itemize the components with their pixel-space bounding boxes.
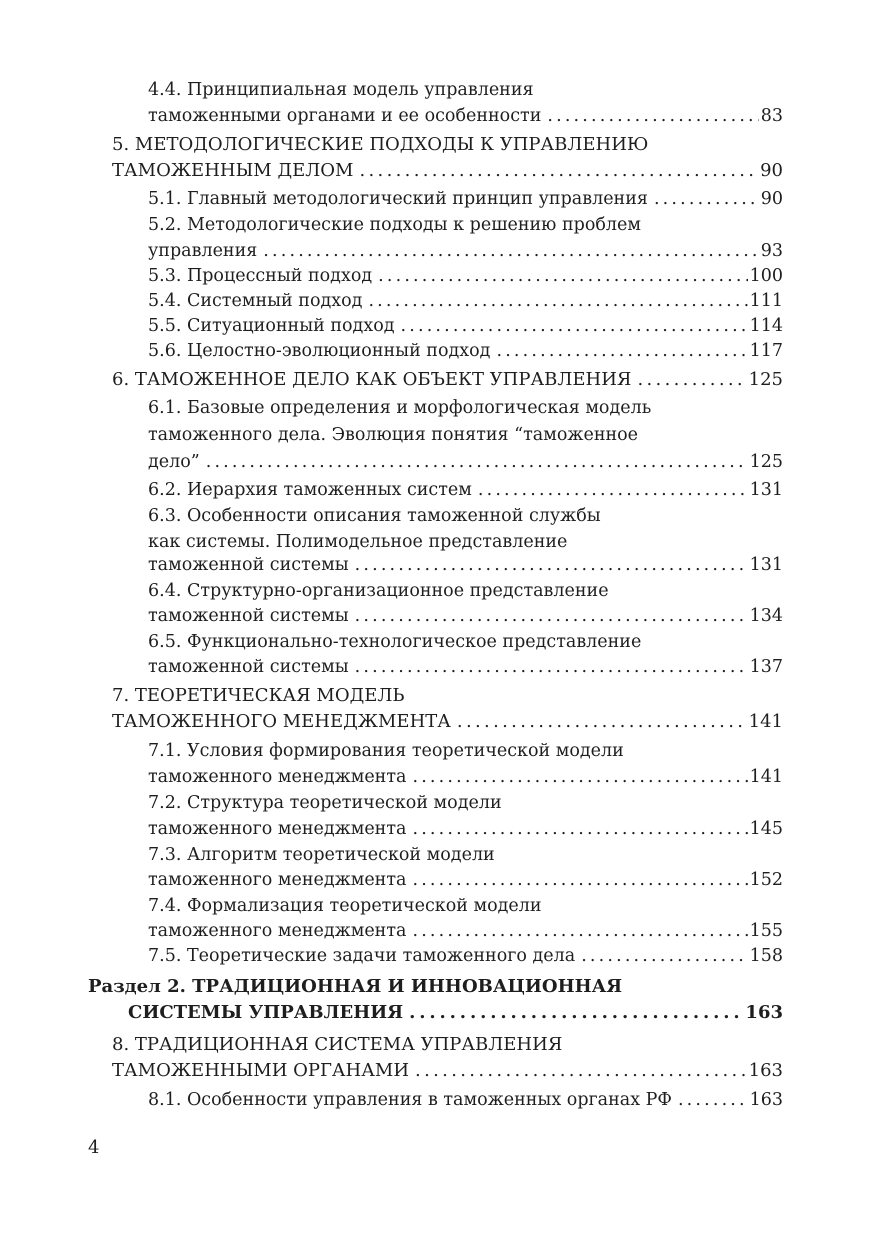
toc-leader-dots — [496, 338, 747, 364]
toc-entry-title: 5.5. Ситуационный подход — [148, 316, 395, 336]
toc-entry-title: таможенного менеджмента — [148, 921, 407, 941]
toc-page-number: 125 — [748, 369, 783, 390]
toc-entry — [0, 552, 876, 578]
toc-entry — [0, 288, 876, 314]
toc-page-number: 137 — [749, 657, 783, 677]
toc-page-number: 134 — [749, 606, 783, 626]
toc-page-number: 163 — [745, 1002, 783, 1023]
toc-entry — [0, 790, 876, 816]
toc-entry — [0, 738, 876, 764]
toc-entry-title: таможенного менеджмента — [148, 819, 407, 839]
toc-page-number: 83 — [760, 106, 783, 126]
toc-entry — [0, 422, 876, 448]
toc-entry-title: ТАМОЖЕННОГО МЕНЕДЖМЕНТА — [112, 711, 451, 732]
toc-entry-title: 7.2. Структура теоретической модели — [148, 793, 502, 813]
toc-entry — [0, 683, 876, 709]
toc-entry — [0, 629, 876, 655]
toc-leader-dots — [457, 709, 747, 735]
toc-entry-title: 7.5. Теоретические задачи таможенного дела — [148, 946, 576, 966]
toc-entry-title: управления — [148, 241, 258, 261]
toc-page-number: 93 — [760, 241, 783, 261]
toc-entry-title: 5.3. Процессный подход — [148, 266, 373, 286]
toc-entry — [0, 477, 876, 503]
toc-leader-dots — [378, 263, 747, 289]
toc-leader-dots — [547, 103, 758, 129]
toc-entry-title: СИСТЕМЫ УПРАВЛЕНИЯ — [128, 1002, 404, 1023]
toc-leader-dots — [206, 449, 748, 475]
toc-entry — [0, 867, 876, 893]
toc-entry-title: 6.2. Иерархия таможенных систем — [148, 480, 472, 500]
toc-entry — [0, 842, 876, 868]
toc-leader-dots — [355, 603, 748, 629]
toc-leader-dots — [412, 816, 747, 842]
toc-page-number: 111 — [749, 291, 783, 311]
toc-entry — [0, 186, 876, 212]
toc-entry — [0, 158, 876, 184]
toc-entry — [0, 212, 876, 238]
toc-entry-title: 8. ТРАДИЦИОННАЯ СИСТЕМА УПРАВЛЕНИЯ — [112, 1034, 563, 1055]
toc-entry-title: 5.4. Системный подход — [148, 291, 363, 311]
toc-page-number: 163 — [748, 1060, 783, 1081]
toc-entry — [0, 103, 876, 129]
toc-entry-title: таможенной системы — [148, 657, 349, 677]
toc-leader-dots — [355, 654, 748, 680]
page-number: 4 — [88, 1137, 100, 1158]
toc-page-number: 163 — [749, 1090, 783, 1110]
toc-entry — [0, 395, 876, 421]
toc-entry — [0, 764, 876, 790]
toc-entry-title: как системы. Полимодельное представление — [148, 532, 568, 552]
toc-entry — [0, 77, 876, 103]
toc-entry — [0, 132, 876, 158]
toc-page-number: 141 — [749, 767, 783, 787]
toc-entry — [0, 1000, 876, 1026]
toc-entry-title: Раздел 2. ТРАДИЦИОННАЯ И ИННОВАЦИОННАЯ — [88, 976, 623, 997]
toc-leader-dots — [637, 367, 746, 393]
toc-entry-title: 6. ТАМОЖЕННОЕ ДЕЛО КАК ОБЪЕКТ УПРАВЛЕНИЯ — [112, 369, 632, 390]
toc-entry-title: ТАМОЖЕННЫМИ ОРГАНАМИ — [112, 1060, 410, 1081]
toc-entry — [0, 578, 876, 604]
toc-entry — [0, 1032, 876, 1058]
toc-entry-title: 6.1. Базовые определения и морфологическая модель — [148, 398, 652, 418]
toc-entry — [0, 263, 876, 289]
toc-entry — [0, 313, 876, 339]
toc-entry — [0, 709, 876, 735]
toc-entry — [0, 338, 876, 364]
toc-leader-dots — [412, 867, 747, 893]
toc-entry — [0, 816, 876, 842]
toc-leader-dots — [368, 288, 747, 314]
toc-entry-title: таможенного менеджмента — [148, 767, 407, 787]
toc-leader-dots — [478, 477, 748, 503]
toc-page-number: 131 — [749, 555, 783, 575]
toc-page-number: 90 — [760, 189, 783, 209]
toc-leader-dots — [581, 943, 747, 969]
toc-page-number: 155 — [749, 921, 783, 941]
toc-entry-title: 7.4. Формализация теоретической модели — [148, 896, 542, 916]
toc-leader-dots — [359, 158, 758, 184]
toc-entry — [0, 654, 876, 680]
toc-leader-dots — [409, 1000, 743, 1026]
toc-entry-title: таможенными органами и ее особенности — [148, 106, 542, 126]
toc-leader-dots — [401, 313, 748, 339]
toc-entry-title: 5.1. Главный методологический принцип управления — [148, 189, 648, 209]
toc-entry-title: дело” — [148, 452, 200, 472]
toc-entry — [0, 918, 876, 944]
toc-entry — [0, 367, 876, 393]
toc-leader-dots — [412, 764, 747, 790]
toc-entry-title: ТАМОЖЕННЫМ ДЕЛОМ — [112, 160, 354, 181]
toc-page-number: 125 — [749, 452, 783, 472]
toc-page-number: 117 — [749, 341, 783, 361]
toc-entry-title: 5. МЕТОДОЛОГИЧЕСКИЕ ПОДХОДЫ К УПРАВЛЕНИЮ — [112, 134, 649, 155]
toc-entry — [0, 449, 876, 475]
toc-leader-dots — [654, 186, 759, 212]
toc-entry — [0, 893, 876, 919]
toc-entry-title: таможенного менеджмента — [148, 870, 407, 890]
toc-leader-dots — [678, 1087, 748, 1113]
toc-leader-dots — [412, 918, 747, 944]
toc-entry — [0, 603, 876, 629]
toc-entry-title: таможенного дела. Эволюция понятия “таможенное — [148, 425, 639, 445]
toc-entry-title: таможенной системы — [148, 606, 349, 626]
toc-page-number: 141 — [748, 711, 783, 732]
toc-entry-title: 5.6. Целостно-эволюционный подход — [148, 341, 491, 361]
toc-page-number: 158 — [749, 946, 783, 966]
toc-entry-title: 6.5. Функционально-технологическое представление — [148, 632, 642, 652]
toc-entry-title: 8.1. Особенности управления в таможенных органах РФ — [148, 1090, 672, 1110]
toc-entry — [0, 974, 876, 1000]
toc-entry — [0, 238, 876, 264]
toc-entry — [0, 503, 876, 529]
toc-entry-title: 7.3. Алгоритм теоретической модели — [148, 845, 495, 865]
toc-entry — [0, 943, 876, 969]
toc-entry-title: 7.1. Условия формирования теоретической модели — [148, 741, 624, 761]
toc-entry-title: 6.4. Структурно-организационное представление — [148, 581, 609, 601]
toc-page-number: 100 — [749, 266, 783, 286]
toc-entry — [0, 1058, 876, 1084]
toc-page-number: 90 — [760, 160, 783, 181]
toc-entry — [0, 1087, 876, 1113]
toc-page-number: 145 — [749, 819, 783, 839]
toc-entry-title: таможенной системы — [148, 555, 349, 575]
toc-entry-title: 4.4. Принципиальная модель управления — [148, 80, 534, 100]
toc-entry-title: 7. ТЕОРЕТИЧЕСКАЯ МОДЕЛЬ — [112, 685, 405, 706]
toc-page-number: 114 — [749, 316, 783, 336]
toc-leader-dots — [263, 238, 758, 264]
toc-leader-dots — [415, 1058, 747, 1084]
toc-leader-dots — [355, 552, 748, 578]
toc-page-number: 152 — [749, 870, 783, 890]
toc-entry-title: 5.2. Методологические подходы к решению проблем — [148, 215, 641, 235]
toc-entry-title: 6.3. Особенности описания таможенной службы — [148, 506, 601, 526]
toc-page-number: 131 — [749, 480, 783, 500]
